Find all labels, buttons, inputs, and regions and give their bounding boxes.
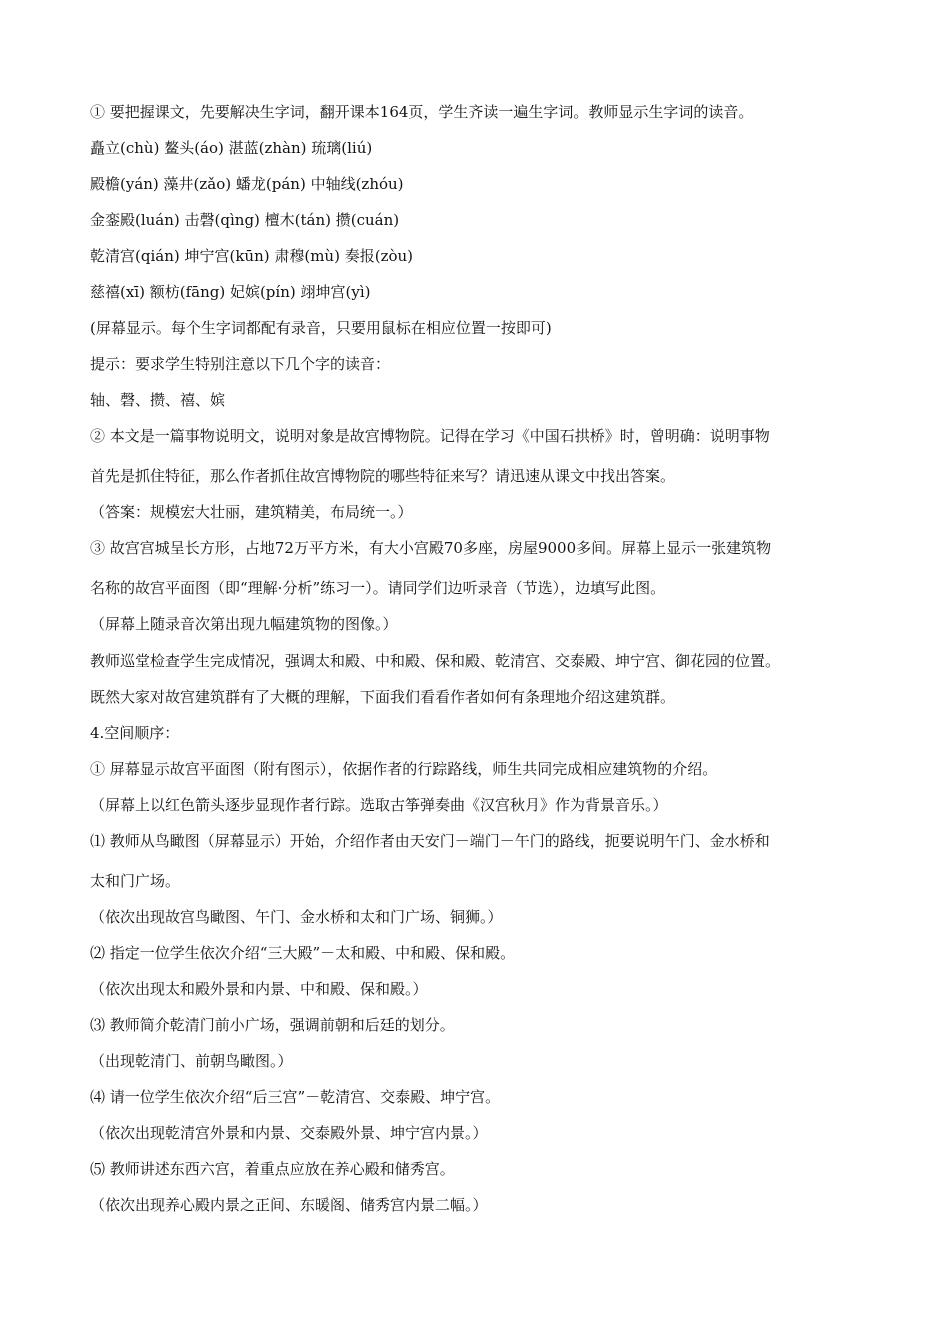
sub-step-4: ⑷ 请一位学生依次介绍“后三宫”－乾清宫、交泰殿、坤宁宫。 — [90, 1088, 501, 1106]
sub-step-1-cont: 太和门广场。 — [90, 872, 181, 890]
sub-step-1: ⑴ 教师从鸟瞰图（屏幕显示）开始，介绍作者由天安门－端门－午门的路线，扼要说明午门、金水桥和 — [90, 832, 770, 850]
screen-note-sub-3: （出现乾清门、前朝鸟瞰图。） — [90, 1052, 293, 1070]
vocab-line-3: 金銮殿(luán) 击磬(qìng) 檀木(tán) 攒(cuán) — [90, 211, 400, 229]
section-heading-spatial-order: 4.空间顺序： — [90, 724, 180, 742]
transition-line: 既然大家对故宫建筑群有了大概的理解，下面我们看看作者如何有条理地介绍这建筑群。 — [90, 688, 676, 706]
vocab-line-5: 慈禧(xī) 额枋(fāng) 妃嫔(pín) 翊坤宫(yì) — [90, 283, 371, 301]
paragraph-step-2: ② 本文是一篇事物说明文，说明对象是故宫博物院。记得在学习《中国石拱桥》时，曾明确：说明事物 — [90, 427, 770, 445]
sub-step-3: ⑶ 教师简介乾清门前小广场，强调前朝和后廷的划分。 — [90, 1016, 455, 1034]
screen-note-sub-1: （依次出现故宫鸟瞰图、午门、金水桥和太和门广场、铜狮。） — [90, 908, 503, 926]
paragraph-step-3: ③ 故宫宫城呈长方形，占地72万平方米，有大小宫殿70多座，房屋9000多间。屏幕上显示一张建筑物 — [90, 539, 772, 557]
paragraph-step-3-cont: 名称的故宫平面图（即“理解·分析”练习一）。请同学们边听录音（节选），边填写此图。 — [90, 579, 666, 597]
vocab-line-2: 殿檐(yán) 藻井(zǎo) 蟠龙(pán) 中轴线(zhóu) — [90, 175, 404, 193]
screen-note-sub-4: （依次出现乾清宫外景和内景、交泰殿外景、坤宁宫内景。） — [90, 1124, 488, 1142]
sub-step-5: ⑸ 教师讲述东西六宫，着重点应放在养心殿和储秀宫。 — [90, 1160, 455, 1178]
teacher-check-line: 教师巡堂检查学生完成情况，强调太和殿、中和殿、保和殿、乾清宫、交泰殿、坤宁宫、御花园的位置。 — [90, 652, 781, 670]
screen-note-sub-2: （依次出现太和殿外景和内景、中和殿、保和殿。） — [90, 980, 428, 998]
screen-note-images: （屏幕上随录音次第出现九幅建筑物的图像。） — [90, 615, 398, 633]
screen-note-arrows: （屏幕上以红色箭头逐步显现作者行踪。选取古筝弹奏曲《汉宫秋月》作为背景音乐。） — [90, 796, 668, 814]
hint-characters: 轴、磬、攒、禧、嫔 — [90, 391, 226, 409]
hint-line: 提示：要求学生特别注意以下几个字的读音： — [90, 355, 391, 373]
paragraph-step-1: ① 要把握课文，先要解决生字词，翻开课本164页，学生齐读一遍生字词。教师显示生字词的读音。 — [90, 103, 754, 121]
vocab-line-1: 矗立(chù) 鳌头(áo) 湛蓝(zhàn) 琉璃(liú) — [90, 139, 373, 157]
sub-step-2: ⑵ 指定一位学生依次介绍“三大殿”－太和殿、中和殿、保和殿。 — [90, 944, 516, 962]
answer-note: （答案：规模宏大壮丽，建筑精美，布局统一。） — [90, 503, 413, 521]
paragraph-step-2-cont: 首先是抓住特征，那么作者抓住故宫博物院的哪些特征来写？请迅速从课文中找出答案。 — [90, 467, 676, 485]
vocab-line-4: 乾清宫(qián) 坤宁宫(kūn) 肃穆(mù) 奏报(zòu) — [90, 247, 414, 265]
spatial-step-1: ① 屏幕显示故宫平面图（附有图示），依据作者的行踪路线，师生共同完成相应建筑物的介绍。 — [90, 760, 718, 778]
screen-note-sub-5: （依次出现养心殿内景之正间、东暖阁、储秀宫内景二幅。） — [90, 1196, 488, 1214]
screen-note: (屏幕显示。每个生字词都配有录音，只要用鼠标在相应位置一按即可) — [90, 319, 552, 337]
